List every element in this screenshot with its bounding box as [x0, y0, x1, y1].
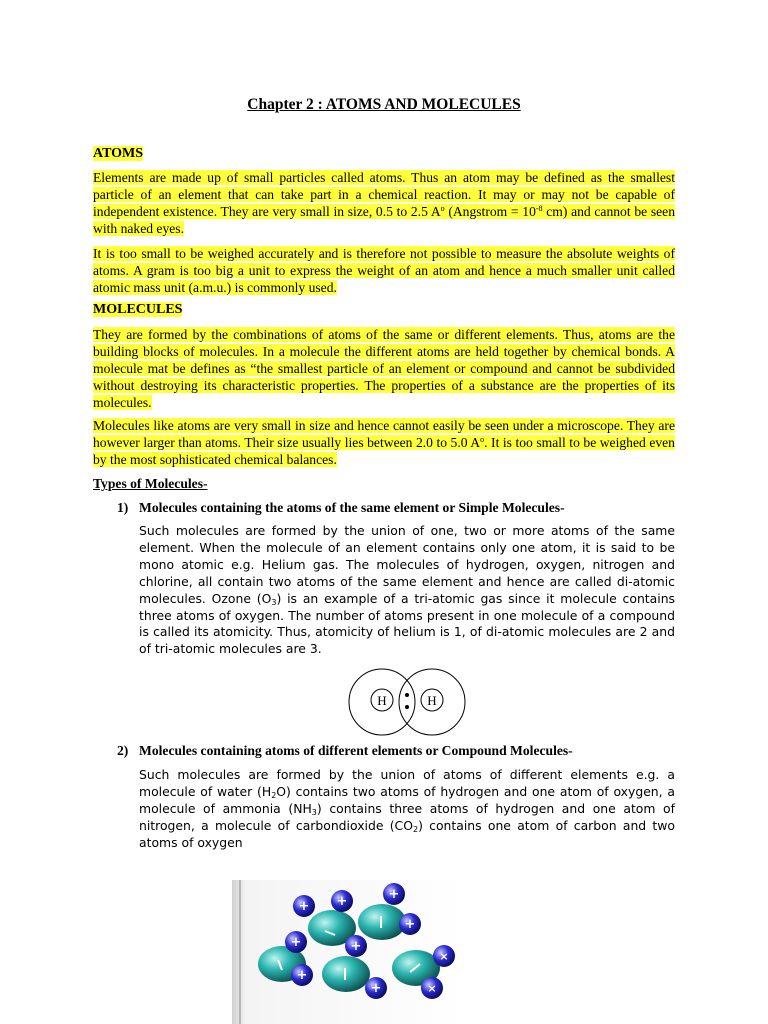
- svg-text:+: +: [388, 887, 400, 902]
- list-item-body: Such molecules are formed by the union of atoms of different elements e.g. a molecule of water $(H_2O)$ contains two atoms of hydrogen and one atom of oxygen, a molecule of ammonia $(NH_3)$ contains three atoms of hydrogen and one atom of nitrogen, a molecule of carbondioxide $(CO_2)$ contains one atom of carbon and two atoms of oxygen: [139, 767, 675, 850]
- types-heading: Types of Molecules-: [93, 476, 208, 491]
- svg-text:+: +: [350, 939, 362, 954]
- svg-text:+: +: [404, 917, 416, 932]
- svg-text:+: +: [370, 981, 382, 996]
- atom-label-right: H: [427, 693, 437, 708]
- svg-text:×: ×: [427, 982, 437, 995]
- svg-text:+: +: [336, 894, 348, 909]
- electron-dot: [405, 693, 409, 697]
- svg-text:+: +: [296, 968, 308, 983]
- svg-text:×: ×: [439, 950, 449, 963]
- list-item-heading: 2) Molecules containing atoms of different elements or Compound Molecules-: [117, 743, 573, 758]
- molecules-paragraph-1: They are formed by the combinations of atoms of the same or different elements. Thus, atoms are the building blocks of molecules. In a molecule the different atoms are held together by chemical bonds. A molecule mat be defines as “the smallest particle of an element or compound and cannot be subdivided without destroying its characteristic properties. The properties of a substance are the properties of its molecules.: [93, 327, 675, 410]
- hydrogen-molecule-diagram: [347, 667, 467, 737]
- page-title: Chapter 2 : ATOMS AND MOLECULES: [247, 96, 521, 113]
- water-molecules-image: [232, 880, 464, 1024]
- molecules-paragraph-2: Molecules like atoms are very small in size and hence cannot easily be seen under a microscope. They are however larger than atoms. Their size usually lies between 2.0 to 5.0 $A^o$. It is too small to be weighed even by the most sophisticated chemical balances.: [93, 418, 675, 467]
- list-item-heading: 1) Molecules containing the atoms of the same element or Simple Molecules-: [117, 500, 565, 515]
- atom-label-left: H: [377, 693, 387, 708]
- molecules-heading: MOLECULES: [93, 302, 183, 317]
- atoms-paragraph-1: Elements are made up of small particles called atoms. Thus an atom may be defined as the smallest particle of an element that can take part in a chemical reaction. It may or may not be capable of independent existence. They are very small in size, 0.5 to 2.5 $A^o$ (Angstrom = $10^{-8}$ cm) and cannot be seen with naked eyes.: [93, 170, 676, 236]
- list-item-body: Such molecules are formed by the union of one, two or more atoms of the same element. When the molecule of an element contains only one atom, it is said to be mono atomic e.g. Helium gas. The molecules of hydrogen, oxygen, nitrogen and chlorine, all contain two atoms of the same element and hence are called di-atomic molecules. Ozone $(O_3)$ is an example of a tri-atomic gas since it molecule contains three atoms of oxygen. The number of atoms present in one molecule of a compound is called its atomicity. Thus, atomicity of helium is 1, of di-atomic molecules are 2 and of tri-atomic molecules are 3.: [139, 523, 675, 657]
- electron-dot: [405, 705, 409, 709]
- svg-text:+: +: [290, 935, 302, 950]
- atoms-paragraph-2: It is too small to be weighed accurately and is therefore not possible to measure the absolute weights of atoms. A gram is too big a unit to express the weight of an atom and hence a much smaller unit called atomic mass unit (a.m.u.) is commonly used.: [93, 246, 675, 295]
- svg-text:+: +: [298, 899, 310, 914]
- atoms-heading: ATOMS: [93, 146, 144, 161]
